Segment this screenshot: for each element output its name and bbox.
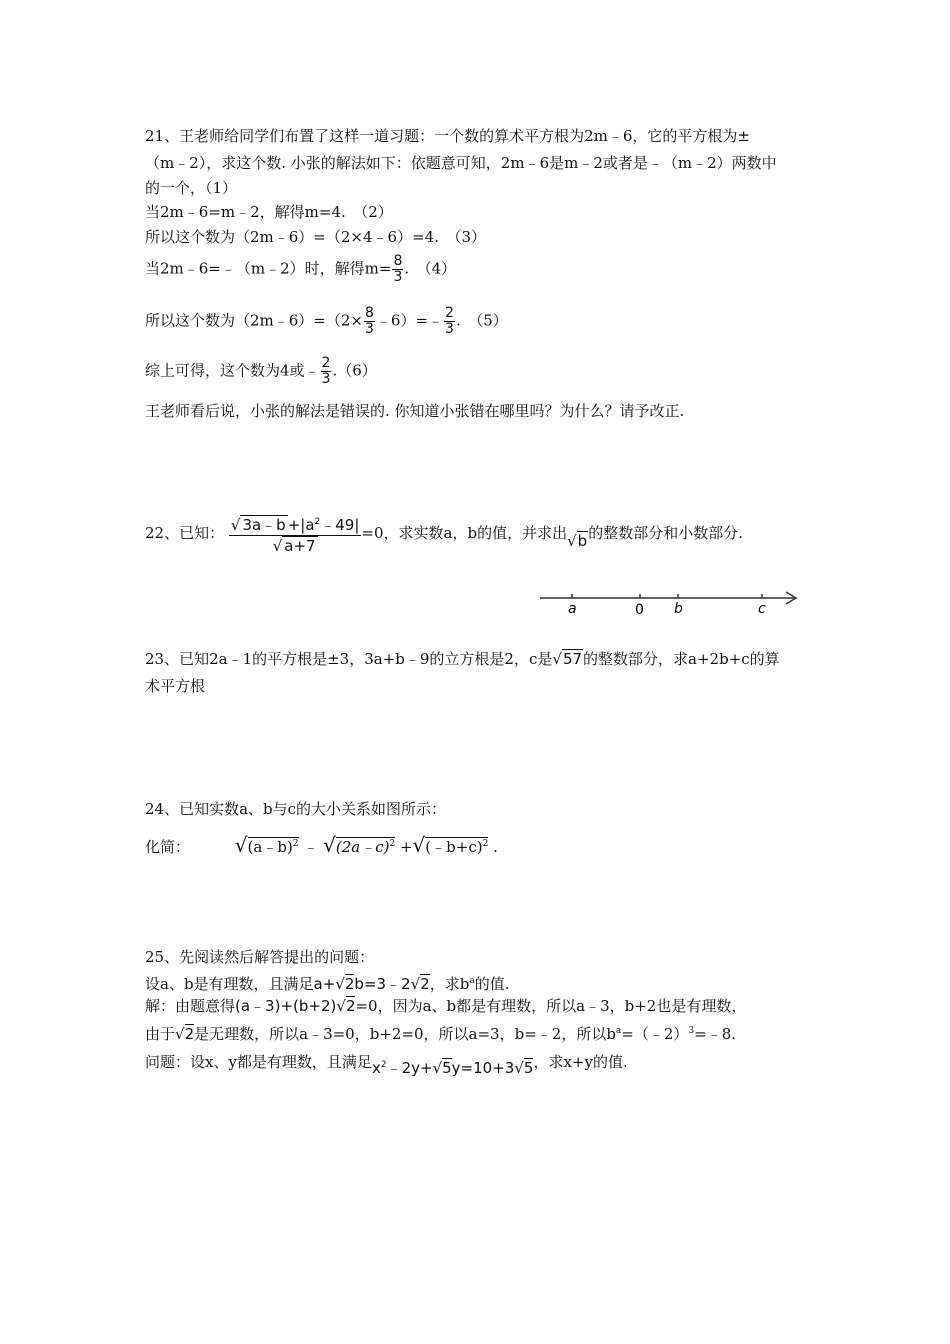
q25-eq2: y=10+3 (451, 1059, 515, 1077)
q23-line2: 术平方根 (145, 677, 206, 695)
q25-line2-d: 的值. (474, 975, 510, 993)
q25-line4 (145, 1020, 736, 1045)
fraction-denominator: 3 (321, 371, 331, 387)
fraction-2-3 (321, 356, 332, 387)
q25-line3-text: 解：由题意得 (145, 997, 236, 1015)
sqrt-icon: √ (323, 833, 336, 857)
q25-line5 (145, 1048, 628, 1077)
q23-radicand: 57 (562, 650, 583, 668)
q25-sup: 2 (380, 1060, 387, 1070)
q22-plus: + (287, 516, 301, 534)
sqrt-57 (552, 649, 583, 668)
q22-abs-rest: ﹣49| (320, 516, 360, 534)
q21-line6 (145, 254, 456, 285)
fraction-denominator: 3 (445, 321, 454, 337)
q25-eq-a: a+ (313, 975, 336, 993)
q22-suffix-a: =0，求实数a，b的值，并求出 (361, 524, 568, 542)
q22-fraction (229, 512, 362, 556)
q24-term3 (425, 837, 488, 856)
q25-rad: 2 (345, 997, 356, 1015)
q25-sup: a (469, 976, 475, 986)
q24-term1-text: (a﹣b) (247, 838, 293, 856)
q24-term3-text: (﹣b+c) (425, 838, 483, 856)
fraction-8-3 (392, 254, 403, 285)
q23-text-a: 23、已知2a﹣1的平方根是±3，3a+b﹣9的立方根是2，c是 (145, 650, 553, 668)
q21-line7-tail: . （5） (455, 311, 508, 330)
q24-exp: 2 (482, 839, 489, 849)
q25-line4-text: 由于 (145, 1025, 176, 1043)
sqrt-icon: √ (412, 833, 426, 857)
q21-line4: 当2m﹣6=m﹣2，解得m=4. （2） (145, 203, 393, 221)
q25-line5-b: ，求x+y的值. (533, 1053, 628, 1071)
sqrt-icon: √ (432, 1059, 443, 1077)
q25-rad: 5 (523, 1059, 534, 1077)
q25-line4-c: =（﹣2） (621, 1025, 689, 1043)
q24-prefix: 化简： (145, 838, 191, 856)
q24-term2 (336, 837, 395, 856)
q25-eq: ﹣2y+ (386, 1059, 433, 1077)
sqrt-icon: √ (336, 997, 346, 1015)
q22-den-radicand: a+7 (284, 537, 316, 555)
q23-line1 (145, 648, 780, 670)
q25-line5-text: 问题：设x、y都是有理数，且满足 (145, 1053, 372, 1071)
q21-line8-tail: .（6） (332, 361, 377, 380)
q25-line4-b: 是无理数，所以a﹣3=0，b+2=0，所以a=3，b=﹣2，所以b (194, 1025, 616, 1043)
q22-abs: |a (300, 516, 315, 534)
q24-line1: 24、已知实数a、b与c的大小关系如图所示： (145, 800, 447, 818)
q25-line2-equation (314, 974, 430, 993)
fraction-numerator: 2 (445, 305, 454, 321)
q25-rad: 2 (344, 975, 355, 993)
fraction-denominator: 3 (393, 269, 403, 285)
sqrt-icon: √ (230, 516, 241, 534)
q25-line5-equation (372, 1059, 534, 1077)
sqrt-icon: √ (175, 1025, 185, 1043)
label-a: a (568, 601, 577, 617)
q21-line7-text: 所以这个数为（2m﹣6）=（2× (145, 311, 363, 330)
q25-line2-c: ，求b (429, 975, 470, 993)
fraction-2-3 (444, 306, 455, 337)
q22-denominator (229, 536, 362, 556)
q22-exp: 2 (314, 517, 321, 527)
q21-line1: 21、王老师给同学们布置了这样一道习题：一个数的算术平方根为2m﹣6，它的平方根为± (145, 127, 750, 145)
q22-numerator (229, 512, 362, 536)
q25-x: x (371, 1059, 381, 1077)
q21-line7 (145, 306, 508, 337)
q25-sup: a (615, 1026, 622, 1036)
q21-line9: 王老师看后说，小张的解法是错误的. 你知道小张错在哪里吗？为什么？请予改正. (145, 402, 685, 420)
q25-line1: 25、先阅读然后解答提出的问题： (145, 948, 375, 966)
q24-exp: 2 (292, 839, 299, 849)
q25-sup: 3 (688, 1026, 695, 1036)
q24-plus: + (399, 838, 413, 856)
q25-rad: 2 (420, 975, 430, 993)
sqrt-icon: √ (335, 975, 345, 993)
q25-rad: 5 (442, 1059, 452, 1077)
q21-line6-text: 当2m﹣6=﹣（m﹣2）时，解得m= (145, 259, 392, 278)
q25-line2 (145, 970, 509, 995)
q23-text-b: 的整数部分，求a+2b+c的算 (583, 650, 780, 668)
q24-term2-text: (2a﹣c) (335, 838, 390, 856)
q24-term1 (248, 837, 299, 856)
q22-num-radicand: 3a﹣b (242, 516, 286, 534)
label-b: b (674, 601, 683, 617)
label-0: 0 (635, 602, 644, 617)
sqrt-icon: √ (514, 1059, 524, 1077)
fraction-numerator: 2 (321, 355, 331, 371)
label-c: c (758, 601, 766, 617)
sqrt-b (567, 532, 588, 550)
sqrt-icon: √ (410, 975, 421, 993)
q24-minus: ﹣ (303, 838, 319, 856)
q21-line6-tail: . （4） (404, 259, 457, 278)
q21-line7-mid: ﹣6）=﹣ (375, 311, 444, 330)
sqrt-icon: √ (567, 532, 577, 550)
q21-line8-text: 综上可得，这个数为4或﹣ (145, 361, 320, 380)
q24-line2 (145, 833, 498, 858)
sqrt-icon: √ (272, 537, 283, 555)
q22-suffix-b: 的整数部分和小数部分. (588, 524, 743, 542)
q25-line3 (145, 995, 746, 1017)
q22-line (145, 512, 743, 556)
q21-line8 (145, 356, 377, 387)
q25-line2-text: 设a、b是有理数，且满足 (145, 975, 314, 993)
q25-line3-b: =0，因为a、b都是有理数，所以a﹣3，b+2也是有理数， (355, 997, 747, 1015)
q22-prefix: 22、已知： (145, 524, 225, 542)
q25-line3-eq: (a﹣3)+(b+2) (235, 997, 337, 1015)
q24-exp: 2 (389, 839, 396, 849)
q25-line4-d: =﹣8. (694, 1025, 737, 1043)
sqrt-icon: √ (552, 650, 562, 668)
sqrt-icon: √ (234, 833, 248, 857)
q21-line3: 的一个，（1） (145, 179, 238, 197)
q21-line5: 所以这个数为（2m﹣6）=（2×4﹣6）=4. （3） (145, 228, 487, 246)
q25-eq-b: b=3﹣2 (354, 975, 411, 993)
q22-sqrt-b-radicand: b (577, 532, 588, 550)
fraction-numerator: 8 (365, 305, 374, 321)
fraction-8-3 (364, 306, 375, 337)
q25-rad: 2 (184, 1025, 195, 1043)
fraction-denominator: 3 (365, 321, 374, 337)
q21-line2: （m﹣2），求这个数. 小张的解法如下：依题意可知，2m﹣6是m﹣2或者是﹣（m﹣2）两数中 (145, 154, 777, 172)
q24-end: . (493, 838, 498, 856)
fraction-numerator: 8 (393, 253, 403, 269)
number-line (538, 585, 803, 617)
